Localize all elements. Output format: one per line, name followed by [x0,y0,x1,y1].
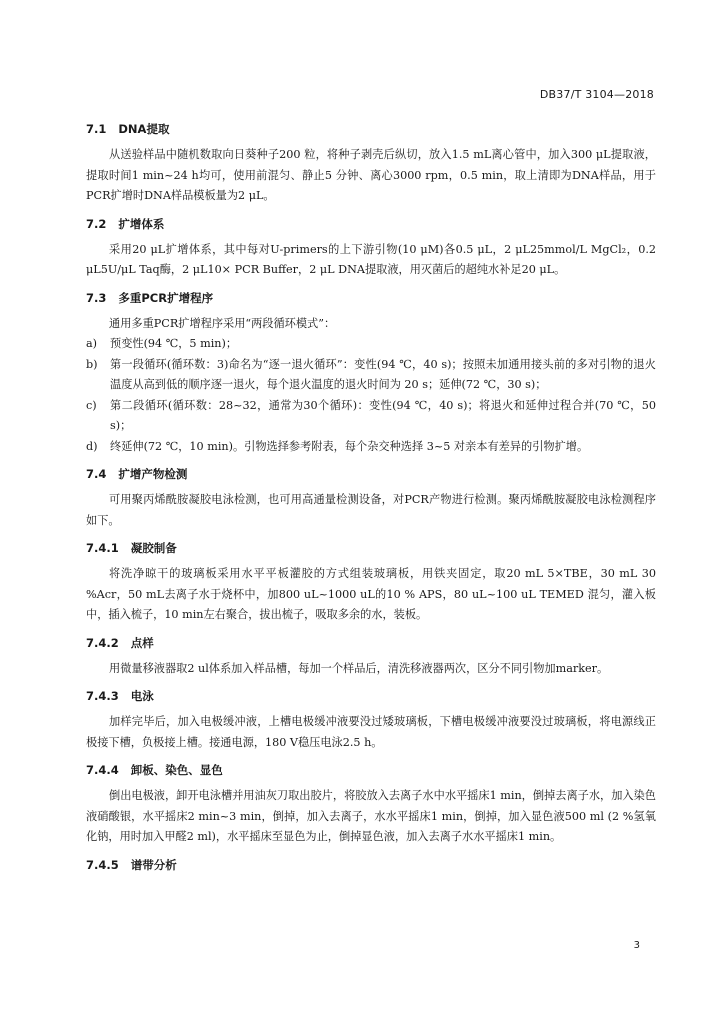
list-item-text: 终延伸(72 ℃，10 min)。引物选择参考附表，每个杂交种选择 3~5 对亲本有差异的引物扩增。 [110,439,589,453]
section-title: 扩增体系 [118,216,165,231]
section-7-3 [86,289,656,458]
section-number: 7.3 [86,290,107,305]
section-7-4-1 [86,539,656,626]
section-title: 谱带分析 [130,857,177,872]
list-item [86,396,656,437]
document-body [86,112,656,881]
section-number: 7.4.1 [86,541,119,555]
section-7-4-4 [86,761,656,848]
list-item [86,334,656,355]
section-7-4 [86,465,656,531]
section-number: 7.4.2 [86,635,119,650]
section-title: DNA提取 [118,122,170,136]
section-7-4-5 [86,856,656,874]
list-intro: 通用多重PCR扩增程序采用“两段循环模式”： [109,316,336,330]
section-heading [86,465,656,483]
section-title: 点样 [130,635,154,650]
list-item-text: 预变性(94 ℃，5 min)； [110,337,238,350]
section-title: 电泳 [130,689,154,703]
section-heading [86,289,656,307]
section-number: 7.4 [86,467,107,481]
paragraph: 加样完毕后，加入电极缓冲液，上槽电极缓冲液要没过矮玻璃板，下槽电极缓冲液要没过玻璃板，将电源线正极接下槽，负极接上槽。接通电源，180 V稳压电泳2.5 h。 [86,715,656,749]
paragraph: 采用20 μL扩增体系，其中每对U-primers的上下游引物(10 μM)各0.5 μL，2 μL25mmol/L MgCl₂，0.2 μL5U/μL Taq酶，2 μL10× PCR Buffer，2 μL DNA提取液，用灭菌后的超纯水补足20 μL。 [86,242,656,276]
section-heading [86,687,656,705]
list-item [86,437,656,458]
paragraph: 可用聚丙烯酰胺凝胶电泳检测，也可用高通量检测设备，对PCR产物进行检测。聚丙烯酰胺凝胶电泳检测程序如下。 [86,493,656,527]
list-marker: a) [86,337,98,350]
section-7-1 [86,120,656,207]
list-marker: b) [86,357,98,371]
section-title: 多重PCR扩增程序 [118,290,214,305]
section-title: 扩增产物检测 [118,467,188,481]
paragraph: 用微量移液器取2 ul体系加入样品槽，每加一个样品后，清洗移液器两次，区分不同引物加marker。 [109,661,609,675]
section-number: 7.4.3 [86,689,119,703]
section-heading [86,539,656,557]
section-7-4-2 [86,634,656,680]
section-title: 卸板、染色、显色 [130,763,223,777]
paragraph: 将洗净晾干的玻璃板采用水平平板灌胶的方式组装玻璃板，用铁夹固定，取20 mL 5×TBE，30 mL 30 %Acr，50 mL去离子水于烧杯中，加800 uL~1000 uL的10 % APS，80 uL~100 uL TEMED 混匀，灌入板中，插入梳子，10 min左右聚合，拔出梳子，吸取多余的水，装板。 [86,567,656,621]
section-number: 7.1 [86,122,107,136]
paragraph: 倒出电极液，卸开电泳槽并用油灰刀取出胶片，将胶放入去离子水中水平摇床1 min，倒掉去离子水，加入染色液硝酸银，水平摇床2 min~3 min，倒掉，加入去离子，水水平摇床1 min，倒掉，加入显色液500 ml (2 %氢氧化钠，用时加入甲醛2 ml)，水平摇床至显色为止，倒掉显色液，加入去离子水水平摇床1 min。 [86,789,656,843]
standard-code: DB37/T 3104—2018 [539,88,654,101]
list-marker: d) [86,439,98,453]
section-number: 7.4.5 [86,857,119,872]
section-heading [86,215,656,233]
list-item-text: 第一段循环(循环数：3)命名为“逐一退火循环”：变性(94 ℃，40 s)；按照未加通用接头前的多对引物的退火温度从高到低的顺序逐一退火，每个退火温度的退火时间为 20 s；延伸(72 ℃，30 s)； [110,357,656,391]
list-item-text: 第二段循环(循环数：28~32，通常为30个循环)：变性(94 ℃，40 s)；将退火和延伸过程合并(70 ℃，50 s)； [110,398,656,432]
section-heading [86,856,656,874]
paragraph: 从送验样品中随机数取向日葵种子200 粒，将种子剥壳后纵切，放入1.5 mL离心管中，加入300 μL提取液，提取时间1 min~24 h均可，使用前混匀、静止5 分钟、离心3000 rpm，0.5 min，取上清即为DNA样品，用于PCR扩增时DNA样品模板量为2 μL。 [86,148,656,202]
section-number: 7.2 [86,216,107,231]
section-7-4-3 [86,687,656,753]
section-title: 凝胶制备 [130,541,177,555]
section-heading [86,120,656,138]
section-number: 7.4.4 [86,763,119,777]
list-marker: c) [86,398,97,412]
section-heading [86,761,656,779]
list-item [86,355,656,396]
section-7-2 [86,215,656,281]
page-number: 3 [633,940,640,951]
section-heading [86,634,656,652]
